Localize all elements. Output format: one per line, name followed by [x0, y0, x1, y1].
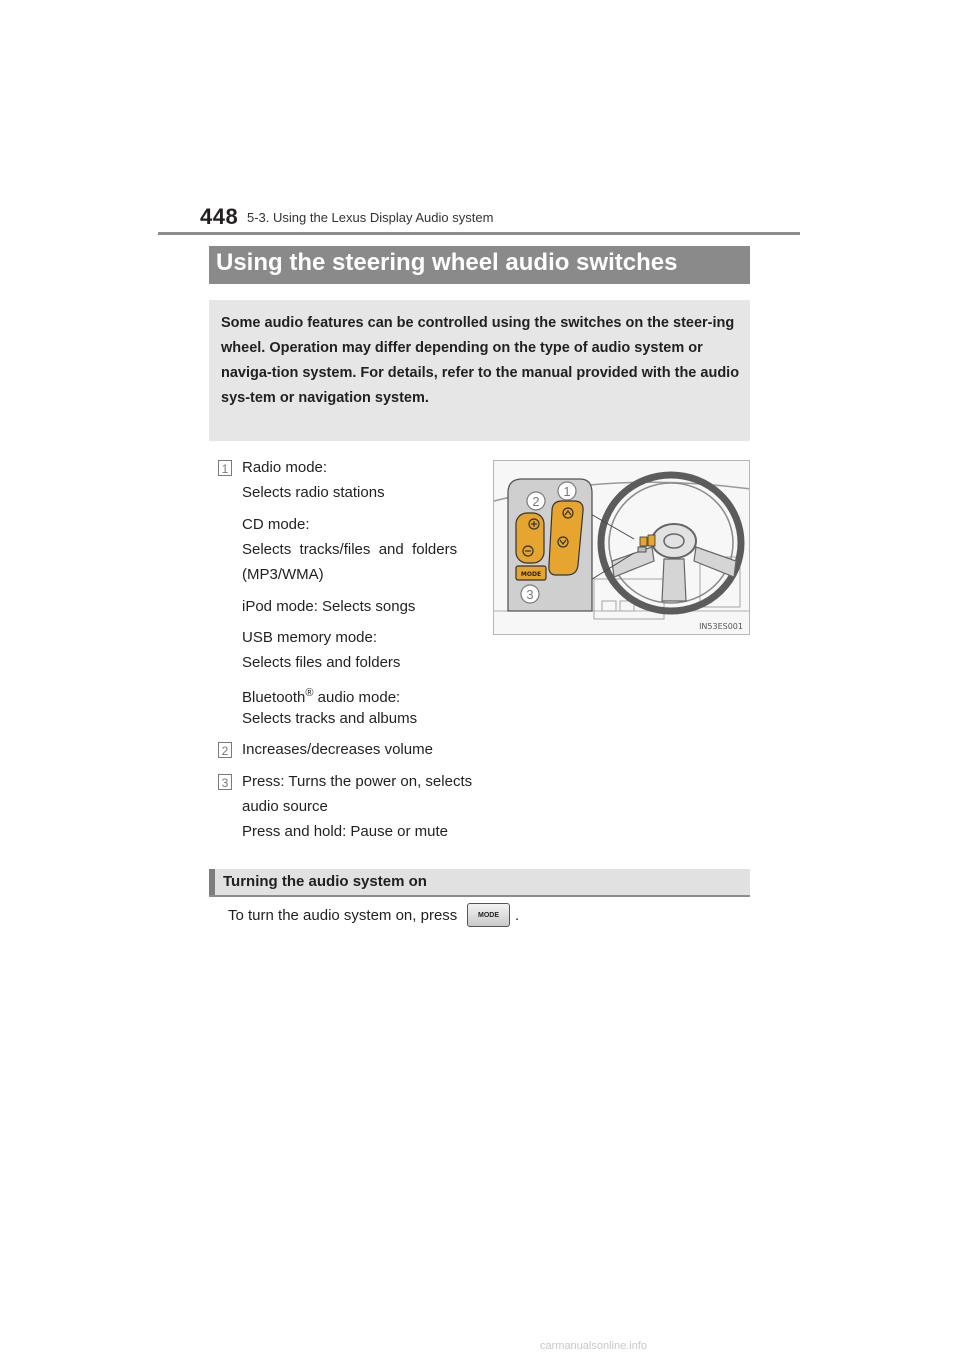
page-title: Using the steering wheel audio switches — [216, 249, 678, 276]
registered-mark: ® — [305, 687, 314, 699]
cd-mode-desc: Selects tracks/files and folders — [242, 541, 458, 558]
usb-mode-desc: Selects files and folders — [242, 654, 401, 671]
subsection-header — [209, 869, 750, 897]
subsection-accent — [209, 869, 215, 895]
header-divider — [158, 232, 800, 235]
figure-code: IN53ES001 — [699, 622, 743, 631]
cd-mode-formats: (MP3/WMA) — [242, 566, 324, 583]
illustration-mode-label: MODE — [520, 571, 542, 578]
watermark: carmanualsonline.info — [540, 1340, 648, 1352]
subsection-title: Turning the audio system on — [223, 873, 427, 890]
mode-key-label: MODE — [478, 912, 499, 919]
page-title-bar — [209, 246, 750, 284]
radio-mode-label: Radio mode: — [242, 459, 328, 476]
cd-mode-label: CD mode: — [242, 516, 310, 533]
item-marker-1: 1 — [218, 460, 232, 476]
steering-wheel-illustration — [493, 460, 750, 635]
usb-mode-label: USB memory mode: — [242, 629, 378, 646]
radio-mode-desc: Selects radio stations — [242, 484, 385, 501]
callout-2: 2 — [532, 494, 540, 509]
mode-press-desc-cont: audio source — [242, 798, 328, 815]
mode-key-icon — [467, 903, 510, 927]
turn-on-period: . — [515, 907, 520, 924]
callout-3: 3 — [526, 587, 534, 602]
ipod-mode: iPod mode: Selects songs — [242, 598, 416, 615]
steering-wheel-drawing — [494, 461, 750, 635]
bluetooth-mode-desc: Selects tracks and albums — [242, 710, 418, 727]
bluetooth-word: Bluetooth — [242, 689, 306, 706]
item-marker-2: 2 — [218, 742, 232, 758]
intro-box — [209, 300, 750, 441]
mode-hold-desc: Press and hold: Pause or mute — [242, 823, 448, 840]
page-number: 448 — [200, 204, 239, 229]
section-breadcrumb: 5-3. Using the Lexus Display Audio system — [247, 210, 494, 225]
bluetooth-mode-suffix: audio mode: — [313, 689, 401, 706]
mode-press-desc: Press: Turns the power on, selects — [242, 773, 473, 790]
item-marker-3: 3 — [218, 774, 232, 790]
callout-1: 1 — [563, 484, 571, 499]
intro-text: Some audio features can be controlled using the switches on the steer-ing wheel. Operation may differ depending on the type of audio system or naviga-tion system. For details, refer to the manual provided with the audio sys-tem or navigation system. — [221, 315, 740, 406]
turn-on-text: To turn the audio system on, press — [228, 907, 458, 924]
volume-desc: Increases/decreases volume — [242, 741, 433, 758]
